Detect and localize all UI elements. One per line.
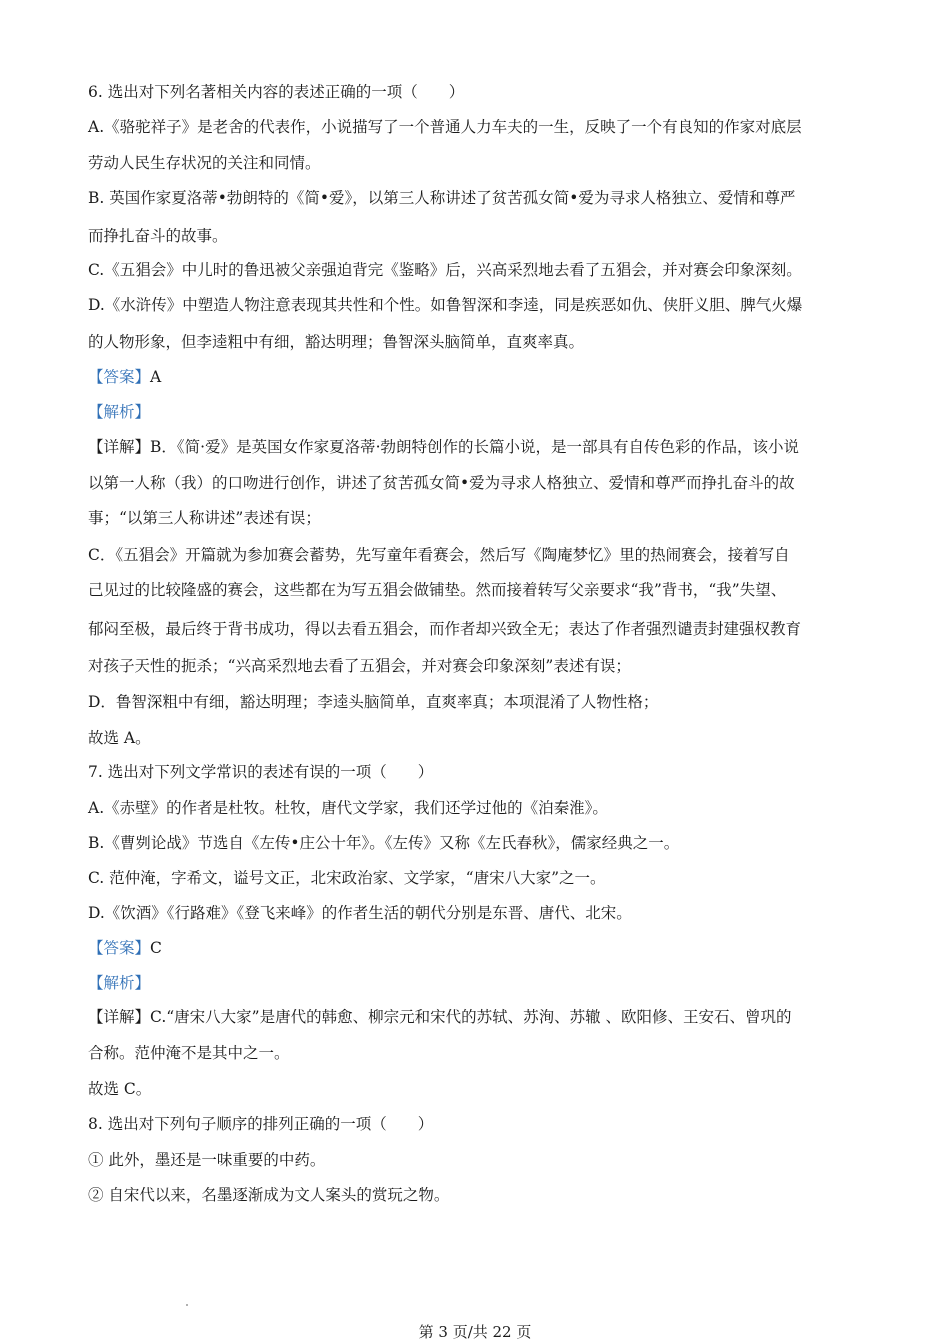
section-tag: 【答案】 — [88, 939, 151, 957]
section-tag: 【解析】 — [88, 403, 151, 421]
text-line: 对孩子天性的扼杀；“兴高采烈地去看了五猖会，并对赛会印象深刻”表述有误； — [88, 657, 631, 675]
text-line — [88, 973, 150, 993]
text-line — [88, 437, 799, 457]
text-line: 而挣扎奋斗的故事。 — [88, 227, 228, 245]
section-tag: 【详解】 — [88, 1008, 151, 1026]
text-line — [88, 402, 150, 422]
text-line — [88, 1007, 792, 1027]
text-line: 己见过的比较隆盛的赛会，这些都在为写五猖会做铺垫。然而接着转写父亲要求“我”背书，“我”失望、 — [88, 581, 787, 599]
stray-dot — [186, 1304, 188, 1306]
page-footer: 第 3 页/共 22 页 — [418, 1323, 532, 1341]
text-line: 的人物形象，但李逵粗中有细，豁达明理；鲁智深头脑简单，直爽率真。 — [88, 333, 585, 351]
text-line: D.《水浒传》中塑造人物注意表现其共性和个性。如鲁智深和李逵，同是疾恶如仇、侠肝义胆、脾气火爆 — [88, 296, 803, 314]
text-line: 故选 C。 — [88, 1080, 152, 1098]
text-line — [88, 367, 161, 387]
section-text: B．《简·爱》是英国女作家夏洛蒂·勃朗特创作的长篇小说，是一部具有自传色彩的作品，该小说 — [150, 438, 800, 456]
text-line: 6. 选出对下列名著相关内容的表述正确的一项（ ） — [88, 83, 465, 101]
section-text: C — [150, 939, 162, 957]
text-line: 事；“以第三人称讲述”表述有误； — [88, 509, 321, 527]
text-line: 7. 选出对下列文学常识的表述有误的一项（ ） — [88, 763, 434, 781]
text-line: D.《饮酒》《行路难》《登飞来峰》的作者生活的朝代分别是东晋、唐代、北宋。 — [88, 904, 632, 922]
text-line: 劳动人民生存状况的关注和同情。 — [88, 154, 321, 172]
text-line — [88, 938, 162, 958]
text-line: A.《骆驼祥子》是老舍的代表作，小说描写了一个普通人力车夫的一生，反映了一个有良知的作家对底层 — [88, 118, 802, 136]
text-line: C. 范仲淹，字希文，谥号文正，北宋政治家、文学家，“唐宋八大家”之一。 — [88, 869, 606, 887]
section-tag: 【详解】 — [88, 438, 151, 456]
section-tag: 【解析】 — [88, 974, 151, 992]
text-line: 8. 选出对下列句子顺序的排列正确的一项（ ） — [88, 1115, 434, 1133]
text-line: 故选 A。 — [88, 729, 151, 747]
text-line: C.《五猖会》中儿时的鲁迅被父亲强迫背完《鉴略》后，兴高采烈地去看了五猖会，并对赛会印象深刻。 — [88, 261, 802, 279]
text-line: ② 自宋代以来，名墨逐渐成为文人案头的赏玩之物。 — [88, 1186, 450, 1204]
text-line: 郁闷至极，最后终于背书成功，得以去看五猖会，而作者却兴致全无；表达了作者强烈谴责封建强权教育 — [88, 620, 802, 638]
section-text: A — [150, 368, 162, 386]
text-line: B. 英国作家夏洛蒂•勃朗特的《简•爱》，以第三人称讲述了贫苦孤女简•爱为寻求人格独立、爱情和尊严 — [88, 189, 796, 207]
section-text: C.“唐宋八大家”是唐代的韩愈、柳宗元和宋代的苏轼、苏洵、苏辙 、欧阳修、王安石、曾巩的 — [150, 1008, 792, 1026]
text-line: B.《曹刿论战》节选自《左传•庄公十年》。《左传》又称《左氏春秋》，儒家经典之一。 — [88, 834, 680, 852]
text-line: ① 此外，墨还是一味重要的中药。 — [88, 1151, 326, 1169]
text-line: 合称。范仲淹不是其中之一。 — [88, 1044, 290, 1062]
text-line: D．鲁智深粗中有细，豁达明理；李逵头脑简单，直爽率真；本项混淆了人物性格； — [88, 693, 659, 711]
text-line: A.《赤壁》的作者是杜牧。杜牧，唐代文学家，我们还学过他的《泊秦淮》。 — [88, 799, 608, 817]
section-tag: 【答案】 — [88, 368, 151, 386]
text-line: 以第一人称（我）的口吻进行创作，讲述了贫苦孤女简•爱为寻求人格独立、爱情和尊严而挣扎奋斗的故 — [88, 474, 795, 492]
text-line: C．《五猖会》开篇就为参加赛会蓄势，先写童年看赛会，然后写《陶庵梦忆》里的热闹赛会，接着写自 — [88, 546, 790, 564]
